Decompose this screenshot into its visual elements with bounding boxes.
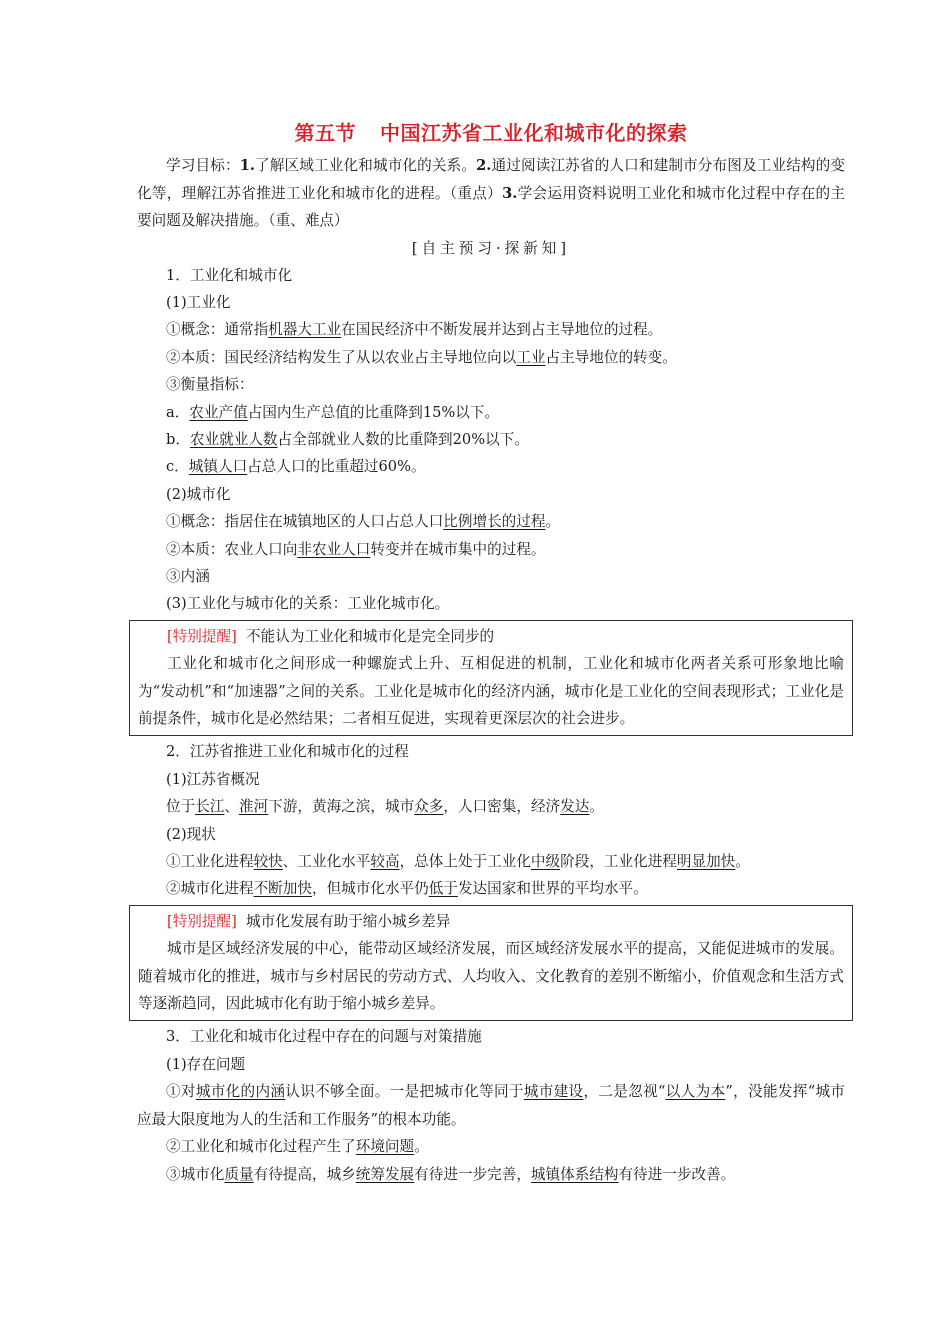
reminder-title: 不能认为工业化和城市化是完全同步的: [246, 627, 495, 645]
blank-answer: 机器大工业: [268, 321, 342, 339]
subheading-problems: (1)存在问题: [166, 1055, 246, 1073]
blank-answer: 工业: [516, 348, 546, 366]
section-header: [自主预习·探新知]: [411, 239, 571, 257]
goal-number-1: 1.: [239, 157, 255, 174]
overview-line: 位于长江、淮河下游，黄海之滨，城市众多，人口密集，经济发达。: [166, 798, 604, 816]
indicator-c: c．城镇人口占总人口的比重超过60%。: [166, 458, 426, 476]
goal-text-3: 学会运用资料说明工业化和城市化过程中存在的主要问题及解决措施。（重、难点）: [137, 184, 845, 229]
urban-essence-line: ②本质：农业人口向非农业人口转变并在城市集中的过程。: [166, 540, 546, 558]
reminder-tag: [特别提醒]: [167, 627, 237, 645]
page-title: [137, 118, 845, 148]
blank-answer: 统筹发展: [355, 1165, 415, 1183]
reminder-title: 城市化发展有助于缩小城乡差异: [246, 912, 451, 930]
heading-2: 2．江苏省推进工业化和城市化的过程: [166, 743, 409, 761]
learning-goals: [137, 152, 845, 235]
blank-answer: 比例增长的过程: [443, 513, 546, 531]
title-text: 中国江苏省工业化和城市化的探索: [380, 121, 688, 145]
status-line-1: ①工业化进程较快、工业化水平较高，总体上处于工业化中级阶段，工业化进程明显加快。: [166, 853, 750, 871]
goal-number-3: 3.: [502, 184, 518, 202]
blank-answer: 众多: [414, 798, 444, 816]
special-reminder-box: [129, 620, 853, 737]
goal-text-1: 了解区域工业化和城市化的关系。: [254, 157, 477, 174]
blank-answer: 城市化的内涵: [195, 1083, 286, 1101]
document-page: [137, 118, 845, 1188]
blank-answer: 城市建设: [523, 1083, 584, 1101]
heading-1: 1．工业化和城市化: [166, 266, 293, 284]
goal-number-2: 2.: [476, 157, 492, 174]
blank-answer: 不断加快: [253, 880, 312, 898]
blank-answer: 较快: [253, 853, 283, 871]
reminder-title-line: [138, 623, 844, 650]
subheading-urbanization: (2)城市化: [166, 485, 231, 503]
reminder-body: 城市是区域经济发展的中心，能带动区域经济发展，而区域经济发展水平的提高，又能促进城市的发展。随着城市化的推进，城市与乡村居民的劳动方式、人均收入、文化教育的差别不断缩小，价值观念和生活方式等逐渐趋同，因此城市化有助于缩小城乡差异。: [138, 940, 844, 1013]
subheading-overview: (1)江苏省概况: [166, 770, 260, 788]
blank-answer: 非农业人口: [297, 540, 371, 558]
special-reminder-box-2: [129, 905, 853, 1022]
problem-line-2: ②工业化和城市化过程产生了环境问题。: [166, 1138, 429, 1156]
indicator-a: a．农业产值占国内生产总值的比重降到15%以下。: [166, 403, 500, 421]
subheading-status: (2)现状: [166, 825, 216, 843]
blank-answer: 低于: [428, 880, 458, 898]
goal-text-2: 通过阅读江苏省的人口和建制市分布图及工业结构的变化等，理解江苏省推进工业化和城市化的进程。（重点）: [137, 157, 845, 202]
blank-answer: 质量: [224, 1165, 254, 1183]
blank-answer: 以人为本: [665, 1083, 726, 1101]
heading-3: 3．工业化和城市化过程中存在的问题与对策措施: [166, 1028, 482, 1046]
reminder-body: 工业化和城市化之间形成一种螺旋式上升、互相促进的机制，工业化和城市化两者关系可形象地比喻为“发动机”和“加速器”之间的关系。工业化是城市化的经济内涵，城市化是工业化的空间表现形式；工业化是前提条件，城市化是必然结果；二者相互促进，实现着更深层次的社会进步。: [138, 655, 844, 727]
essence-line: ②本质：国民经济结构发生了从以农业占主导地位向以工业占主导地位的转变。: [166, 348, 677, 366]
subheading-industrialization: (1)工业化: [166, 293, 231, 311]
indicator-label: ③衡量指标：: [166, 376, 254, 394]
problem-line-1: ①对城市化的内涵认识不够全面。一是把城市化等同于城市建设，二是忽视“以人为本”，没能发挥“城市应最大限度地为人的生活和工作服务”的根本功能。: [137, 1083, 845, 1128]
status-line-2: ②城市化进程不断加快，但城市化水平仍低于发达国家和世界的平均水平。: [166, 880, 648, 898]
title-section-number: 第五节: [294, 121, 356, 145]
blank-answer: 发达: [560, 798, 590, 816]
indicator-b: b．农业就业人数占全部就业人数的比重降到20%以下。: [166, 430, 529, 448]
blank-answer: 农业就业人数: [189, 430, 278, 448]
blank-answer: 较高: [370, 853, 400, 871]
problem-line-3: ③城市化质量有待提高，城乡统筹发展有待进一步完善，城镇体系结构有待进一步改善。: [166, 1165, 736, 1183]
blank-answer: 淮河: [239, 798, 269, 816]
relation-line: (3)工业化与城市化的关系：工业化城市化。: [166, 595, 450, 613]
blank-answer: 环境问题: [355, 1138, 415, 1156]
blank-answer: 农业产值: [189, 403, 248, 421]
blank-answer: 城镇人口: [188, 458, 248, 476]
blank-answer: 明显加快: [676, 853, 736, 871]
concept-line: ①概念：通常指机器大工业在国民经济中不断发展并达到占主导地位的过程。: [166, 321, 663, 339]
reminder-tag: [特别提醒]: [167, 912, 237, 930]
urban-connotation-line: ③内涵: [166, 567, 210, 585]
blank-answer: 长江: [195, 798, 225, 816]
blank-answer: 中级: [530, 853, 561, 871]
reminder-title-line: [138, 908, 844, 935]
blank-answer: 城镇体系结构: [530, 1165, 619, 1183]
urban-concept-line: ①概念：指居住在城镇地区的人口占总人口比例增长的过程。: [166, 513, 561, 531]
goal-label: 学习目标：: [166, 157, 240, 174]
